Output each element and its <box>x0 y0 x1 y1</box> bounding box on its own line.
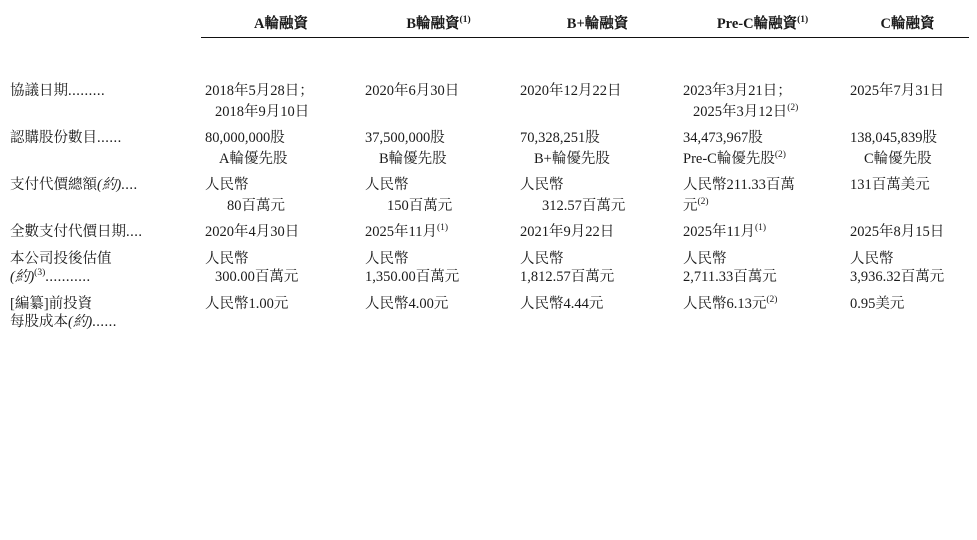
column-header-b-round-sup: (1) <box>459 15 471 26</box>
table-row <box>8 240 969 267</box>
table-row-continuation <box>8 193 969 214</box>
table-row <box>8 72 969 99</box>
column-header-prec-round-label: Pre-C輪融資 <box>716 16 798 32</box>
cell-agreement-date-bplus-cont <box>516 99 679 120</box>
cell-cost-per-share-bplus-text: 人民幣4.44元 <box>520 295 604 312</box>
cell-full-payment-date-prec-text: 2025年11月 <box>683 224 755 240</box>
cell-cost-per-share-c <box>846 285 969 312</box>
cell-total-consideration-bplus-cont <box>516 193 679 214</box>
row-label-post-money-valuation-approx <box>8 266 201 285</box>
cell-cost-per-share-bplus-cont <box>516 311 679 330</box>
cell-subscription-shares-prec-cont <box>679 146 846 167</box>
cell-full-payment-date-c <box>846 213 969 240</box>
row-label-subscription-shares <box>8 119 201 146</box>
column-header-b-round <box>361 10 516 38</box>
cell-agreement-date-c: 2025年7月31日 <box>850 83 945 99</box>
cell-full-payment-date-bplus-text: 2021年9月22日 <box>520 224 615 240</box>
cell-subscription-shares-a-cont <box>201 146 361 167</box>
header-spacer-row <box>8 38 969 73</box>
cell-post-money-valuation-prec: 人民幣 <box>683 250 727 267</box>
column-header-prec-round <box>679 10 846 38</box>
row-label-post-money-valuation-approx-sup: (3) <box>34 268 46 279</box>
cell-cost-per-share-bplus <box>516 285 679 312</box>
cell-cost-per-share-c-text: 0.95美元 <box>850 295 905 312</box>
row-label-subscription-shares-cont <box>8 146 201 167</box>
financing-rounds-table <box>8 10 969 330</box>
cell-post-money-valuation-bplus-cont: 1,812.57百萬元 <box>520 269 615 285</box>
row-label-agreement-date-text: 協議日期 <box>10 83 68 99</box>
row-label-subscription-shares-dots: ...... <box>97 130 122 146</box>
cell-subscription-shares-bplus: 70,328,251股 <box>520 130 600 146</box>
row-label-total-consideration-dots: .... <box>121 177 138 193</box>
table-row-continuation <box>8 266 969 285</box>
row-label-full-payment-date-text: 全數支付代價日期 <box>10 224 126 240</box>
row-label-post-money-valuation-approx-dots: ........... <box>45 269 91 285</box>
cell-subscription-shares-prec: 34,473,967股 <box>683 130 763 146</box>
cell-cost-per-share-a <box>201 285 361 312</box>
cell-subscription-shares-b-cont <box>361 146 516 167</box>
cell-agreement-date-bplus: 2020年12月22日 <box>520 83 622 99</box>
cell-cost-per-share-b-cont <box>361 311 516 330</box>
cell-full-payment-date-b <box>361 213 516 240</box>
cell-total-consideration-prec: 人民幣211.33百萬 <box>683 177 795 193</box>
cell-post-money-valuation-a: 人民幣 <box>205 250 249 267</box>
cell-total-consideration-c: 131百萬美元 <box>850 177 930 193</box>
row-label-subscription-shares-text: 認購股份數目 <box>10 130 97 146</box>
header-spacer-cell <box>8 38 969 73</box>
column-header-c-round <box>846 10 969 38</box>
cell-cost-per-share-b-text: 人民幣4.00元 <box>365 295 449 312</box>
cell-cost-per-share-prec-text: 人民幣6.13元 <box>683 295 767 312</box>
table-header <box>8 10 969 72</box>
cell-total-consideration-b-cont-text: 150百萬元 <box>387 197 453 214</box>
cell-agreement-date-b-cont <box>361 99 516 120</box>
cell-agreement-date-a-cont-text: 2018年9月10日 <box>215 103 310 120</box>
row-label-post-money-valuation-text: 本公司投後估值 <box>10 250 112 267</box>
table-row <box>8 119 969 146</box>
cell-full-payment-date-a <box>201 213 361 240</box>
table-row <box>8 213 969 240</box>
row-label-cost-per-share-dots: ...... <box>92 314 117 330</box>
column-header-bplus-round <box>516 10 679 38</box>
row-label-agreement-date-cont <box>8 99 201 120</box>
cell-total-consideration-bplus-cont-text: 312.57百萬元 <box>542 197 626 214</box>
column-header-a-round <box>201 10 361 38</box>
column-header-bplus-round-label: B+輪融資 <box>566 16 629 32</box>
cell-subscription-shares-a: 80,000,000股 <box>205 130 285 146</box>
cell-cost-per-share-b <box>361 285 516 312</box>
column-header-c-round-label: C輪融資 <box>880 16 935 32</box>
cell-full-payment-date-c-text: 2025年8月15日 <box>850 224 945 240</box>
cell-full-payment-date-b-text: 2025年11月 <box>365 224 437 240</box>
cell-post-money-valuation-prec-cont: 2,711.33百萬元 <box>683 269 777 285</box>
table-row-continuation <box>8 99 969 120</box>
cell-agreement-date-a: 2018年5月28日； <box>205 83 314 99</box>
cell-subscription-shares-bplus-cont <box>516 146 679 167</box>
table-row-continuation <box>8 146 969 167</box>
cell-full-payment-date-prec <box>679 213 846 240</box>
column-header-blank <box>8 10 201 38</box>
cell-cost-per-share-a-cont <box>201 311 361 330</box>
row-label-full-payment-date-dots: .... <box>126 224 143 240</box>
row-label-agreement-date <box>8 72 201 99</box>
cell-cost-per-share-prec-cont <box>679 311 846 330</box>
cell-agreement-date-prec-cont <box>679 99 846 120</box>
cell-subscription-shares-c-cont-text: C輪優先股 <box>864 150 932 167</box>
cell-cost-per-share-prec <box>679 285 846 312</box>
cell-full-payment-date-b-sup: (1) <box>436 223 449 234</box>
row-label-total-consideration <box>8 166 201 193</box>
cell-full-payment-date-a-text: 2020年4月30日 <box>205 224 300 240</box>
cell-post-money-valuation-b-cont: 1,350.00百萬元 <box>365 269 460 285</box>
cell-total-consideration-bplus: 人民幣 <box>520 177 564 193</box>
cell-total-consideration-c-cont <box>846 193 969 214</box>
row-label-pre-listing-cost-per-share-text: [編纂]前投資 <box>10 295 93 312</box>
cell-total-consideration-b-cont <box>361 193 516 214</box>
cell-total-consideration-prec-cont <box>679 193 846 214</box>
table-row <box>8 166 969 193</box>
cell-post-money-valuation-bplus: 人民幣 <box>520 250 564 267</box>
row-label-agreement-date-dots: ......... <box>68 83 106 99</box>
row-label-post-money-valuation-approx-text: (約) <box>10 269 35 285</box>
cell-post-money-valuation-c: 人民幣 <box>850 250 894 267</box>
cell-cost-per-share-prec-sup: (2) <box>766 294 778 305</box>
row-label-pre-listing-cost-per-share <box>8 285 201 312</box>
cell-total-consideration-a-cont <box>201 193 361 214</box>
cell-agreement-date-prec: 2023年3月21日； <box>683 83 792 99</box>
cell-subscription-shares-prec-cont-sup: (2) <box>774 149 786 160</box>
cell-subscription-shares-c: 138,045,839股 <box>850 130 937 146</box>
row-label-total-consideration-approx: (約) <box>97 177 122 193</box>
cell-subscription-shares-a-cont-text: A輪優先股 <box>219 150 288 167</box>
table-body <box>8 72 969 330</box>
cell-agreement-date-b: 2020年6月30日 <box>365 83 460 99</box>
cell-post-money-valuation-c-cont: 3,936.32百萬元 <box>850 269 945 285</box>
column-header-prec-round-sup: (1) <box>797 15 809 26</box>
cell-agreement-date-c-cont <box>846 99 969 120</box>
cell-subscription-shares-b: 37,500,000股 <box>365 130 445 146</box>
cell-subscription-shares-bplus-cont-text: B+輪優先股 <box>534 150 610 167</box>
cell-agreement-date-prec-cont-sup: (2) <box>787 102 799 113</box>
cell-cost-per-share-c-cont <box>846 311 969 330</box>
table-header-row <box>8 10 969 38</box>
cell-subscription-shares-prec-cont-text: Pre-C輪優先股 <box>683 150 775 167</box>
cell-cost-per-share-a-text: 人民幣1.00元 <box>205 295 289 312</box>
cell-subscription-shares-c-cont <box>846 146 969 167</box>
row-label-total-consideration-cont <box>8 193 201 214</box>
cell-total-consideration-prec-cont-sup: (2) <box>697 196 709 207</box>
cell-agreement-date-a-cont <box>201 99 361 120</box>
table-row-continuation <box>8 311 969 330</box>
row-label-cost-per-share-cont <box>8 311 201 330</box>
row-label-total-consideration-text: 支付代價總額 <box>10 177 97 193</box>
cell-total-consideration-a-cont-text: 80百萬元 <box>227 197 285 214</box>
cell-full-payment-date-bplus <box>516 213 679 240</box>
table-row <box>8 285 969 312</box>
cell-subscription-shares-b-cont-text: B輪優先股 <box>379 150 447 167</box>
row-label-cost-per-share-approx: (約) <box>68 314 93 330</box>
column-header-b-round-label: B輪融資 <box>406 16 460 32</box>
cell-post-money-valuation-a-cont: 300.00百萬元 <box>215 269 299 285</box>
cell-full-payment-date-prec-sup: (1) <box>754 223 767 234</box>
row-label-post-money-valuation <box>8 240 201 267</box>
cell-agreement-date-prec-cont-text: 2025年3月12日 <box>693 103 788 120</box>
cell-total-consideration-a: 人民幣 <box>205 177 249 193</box>
cell-total-consideration-prec-cont-text: 元 <box>683 197 698 214</box>
row-label-full-payment-date <box>8 213 201 240</box>
column-header-a-round-label: A輪融資 <box>254 16 308 32</box>
row-label-cost-per-share-cont-text: 每股成本 <box>10 314 68 330</box>
cell-post-money-valuation-b: 人民幣 <box>365 250 409 267</box>
cell-total-consideration-b: 人民幣 <box>365 177 409 193</box>
